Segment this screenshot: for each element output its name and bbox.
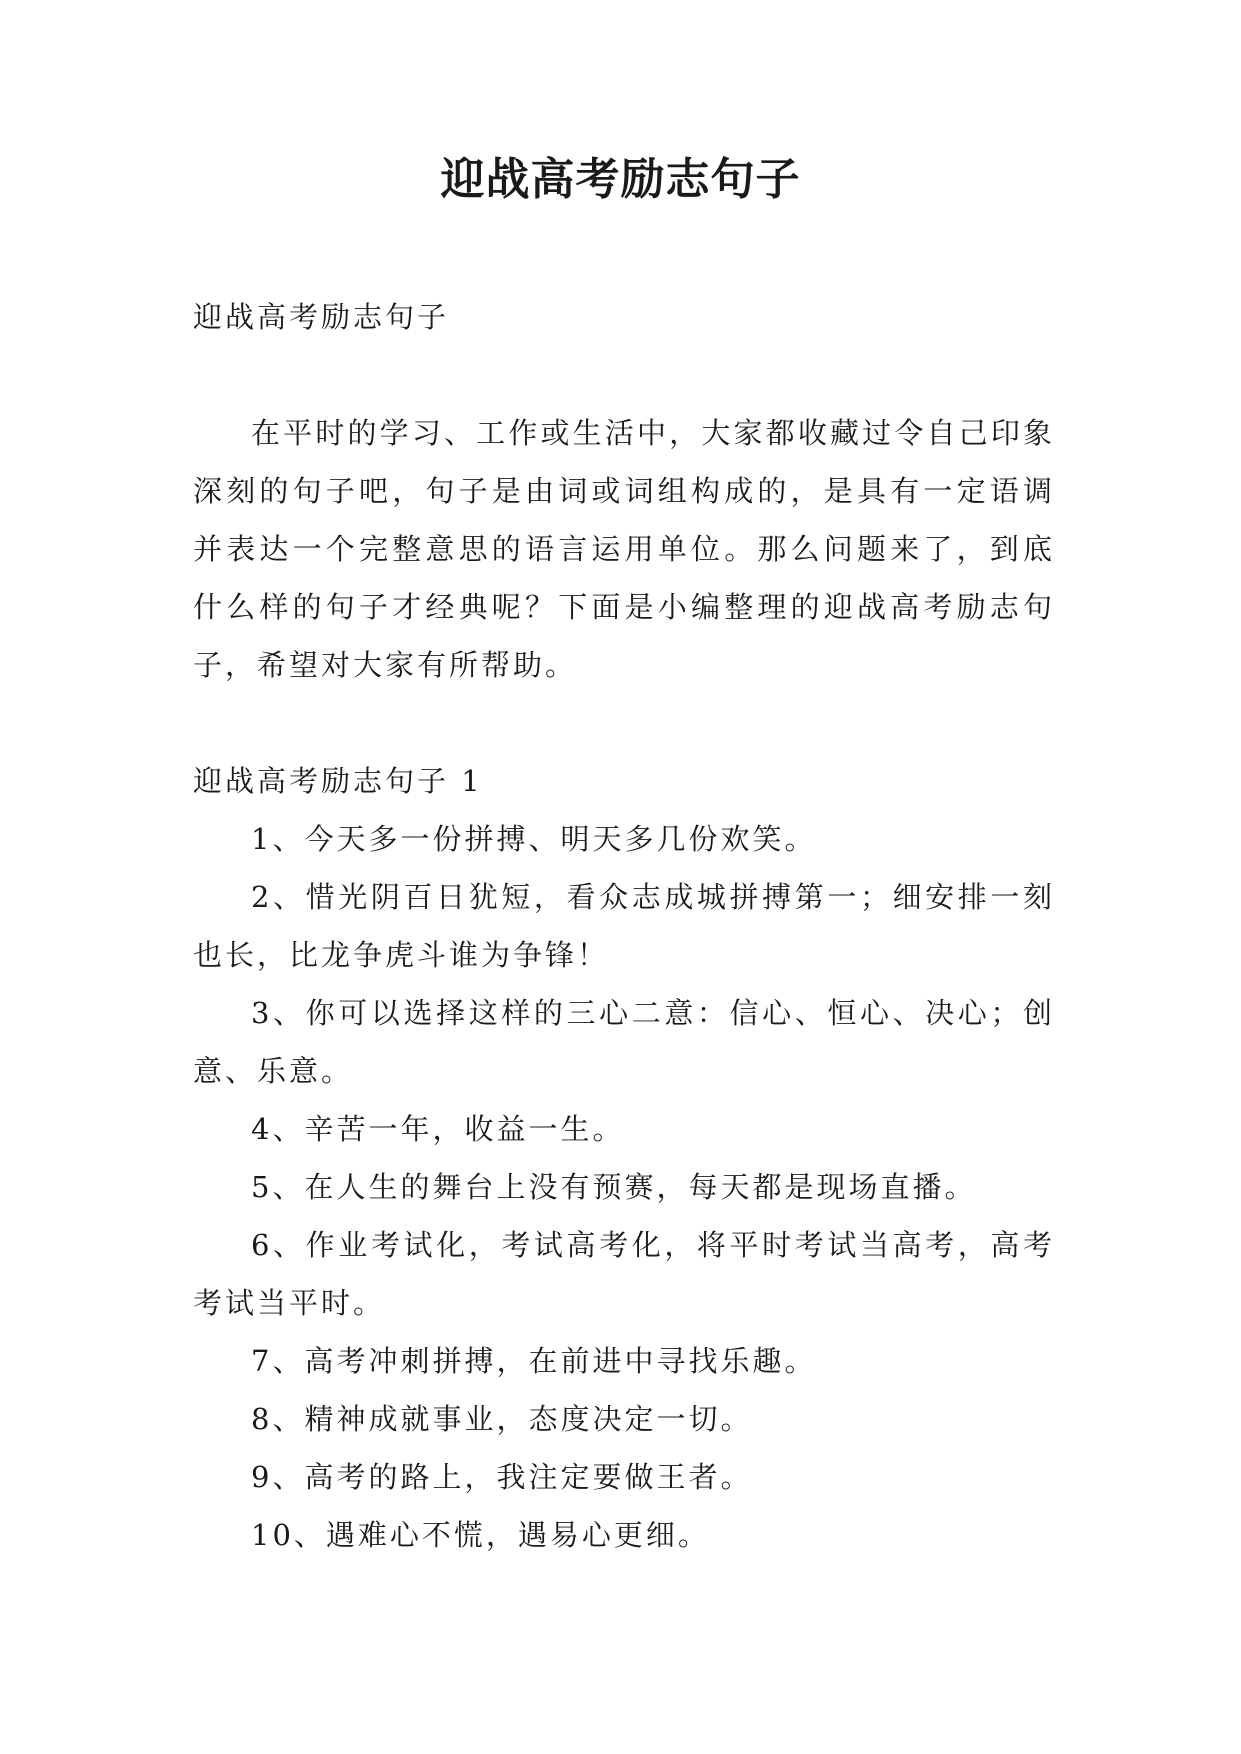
quote-list (193, 810, 1055, 1564)
list-item: 8、精神成就事业，态度决定一切。 (251, 1402, 753, 1436)
list-item: 9、高考的路上，我注定要做王者。 (251, 1460, 753, 1494)
spacer (193, 346, 1055, 404)
section-heading: 迎战高考励志句子 1 (193, 764, 483, 798)
list-item: 6、作业考试化，考试高考化，将平时考试当高考，高考考试当平时。 (193, 1228, 1055, 1320)
document-subtitle: 迎战高考励志句子 (193, 300, 450, 334)
document-title: 迎战高考励志句子 (440, 154, 801, 205)
list-item: 10、遇难心不慌，遇易心更细。 (251, 1518, 710, 1552)
document-body (193, 288, 1055, 1564)
list-item: 1、今天多一份拼搏、明天多几份欢笑。 (251, 822, 817, 856)
list-item: 7、高考冲刺拼搏，在前进中寻找乐趣。 (251, 1344, 817, 1378)
spacer (193, 694, 1055, 752)
list-item: 5、在人生的舞台上没有预赛，每天都是现场直播。 (251, 1170, 977, 1204)
list-item: 3、你可以选择这样的三心二意：信心、恒心、决心；创意、乐意。 (193, 996, 1055, 1088)
intro-paragraph: 在平时的学习、工作或生活中，大家都收藏过令自己印象深刻的句子吧，句子是由词或词组构成的，是具有一定语调并表达一个完整意思的语言运用单位。那么问题来了，到底什么样的句子才经典呢？下面是小编整理的迎战高考励志句子，希望对大家有所帮助。 (193, 416, 1055, 682)
list-item: 4、辛苦一年，收益一生。 (251, 1112, 625, 1146)
list-item: 2、惜光阴百日犹短，看众志成城拼搏第一；细安排一刻也长，比龙争虎斗谁为争锋！ (193, 880, 1055, 972)
